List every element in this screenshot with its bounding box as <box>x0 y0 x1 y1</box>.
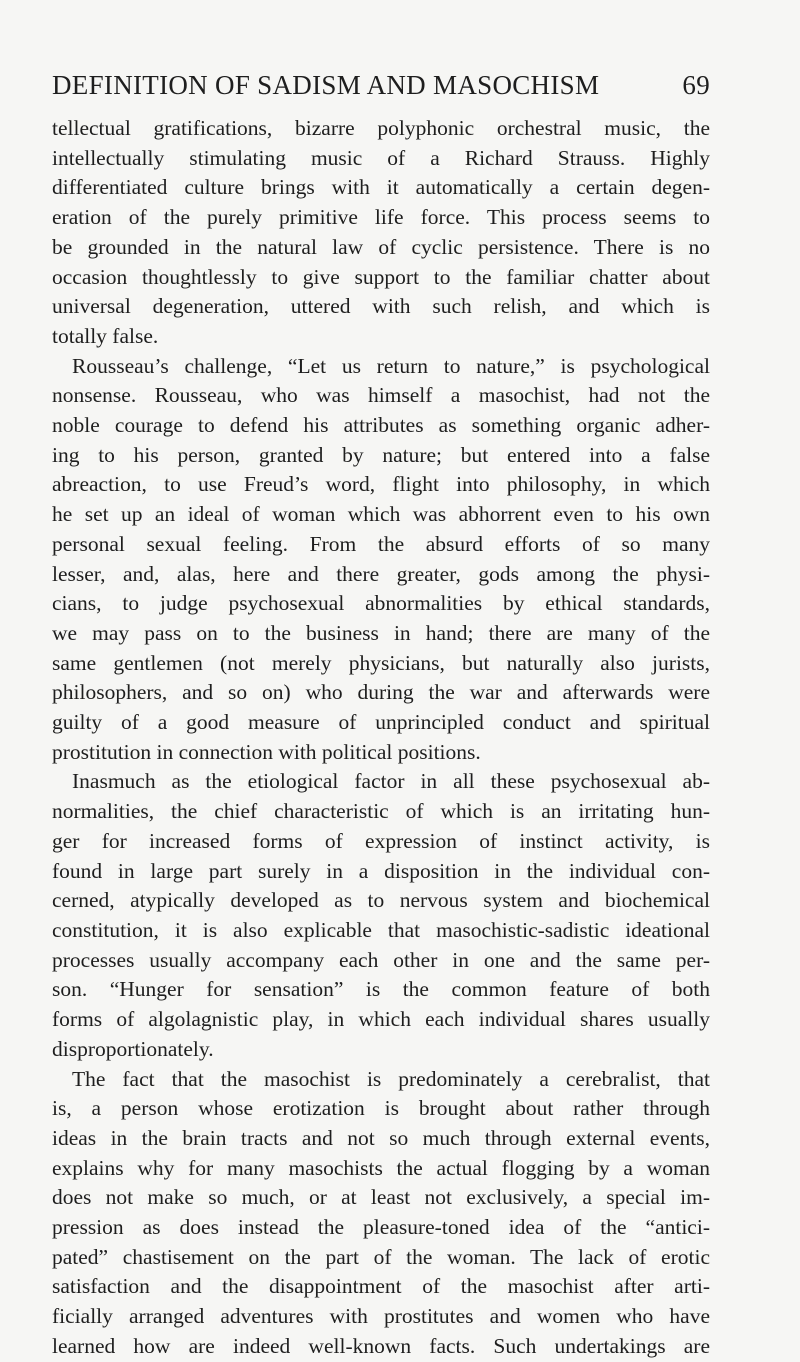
text-line: cerned, atypically developed as to nervous system and biochemical <box>52 888 710 913</box>
text-line: is, a person whose erotization is brought about rather through <box>52 1096 710 1121</box>
text-line: does not make so much, or at least not exclusively, a special im- <box>52 1185 710 1210</box>
text-line: The fact that the masochist is predominately a cerebralist, that <box>72 1066 710 1091</box>
text-line: he set up an ideal of woman which was abhorrent even to his own <box>52 502 710 527</box>
text-line: personal sexual feeling. From the absurd efforts of so many <box>52 531 710 556</box>
text-line: tellectual gratifications, bizarre polyphonic orchestral music, the <box>52 116 710 140</box>
text-line: totally false. <box>52 323 159 348</box>
text-line: occasion thoughtlessly to give support to the familiar chatter about <box>52 264 710 289</box>
text-line: intellectually stimulating music of a Richard Strauss. Highly <box>52 145 710 170</box>
text-line: forms of algolagnistic play, in which each individual shares usually <box>52 1007 710 1032</box>
text-line: Inasmuch as the etiological factor in all these psychosexual ab- <box>72 769 710 794</box>
text-line: cians, to judge psychosexual abnormalities by ethical standards, <box>52 591 710 616</box>
text-line: explains why for many masochists the actual flogging by a woman <box>52 1155 710 1180</box>
text-line: constitution, it is also explicable that masochistic-sadistic ideational <box>52 917 710 942</box>
paragraph <box>52 1065 710 1362</box>
text-line: ger for increased forms of expression of instinct activity, is <box>52 828 710 853</box>
text-line: eration of the purely primitive life force. This process seems to <box>52 205 710 230</box>
text-line: abreaction, to use Freud’s word, flight into philosophy, in which <box>52 472 710 497</box>
text-line: found in large part surely in a disposition in the individual con- <box>52 858 710 883</box>
text-line: lesser, and, alas, here and there greater, gods among the physi- <box>52 561 710 586</box>
text-line: satisfaction and the disappointment of the masochist after arti- <box>52 1274 710 1299</box>
text-line: prostitution in connection with political positions. <box>52 739 481 764</box>
text-line: be grounded in the natural law of cyclic persistence. There is no <box>52 234 710 259</box>
text-line: noble courage to defend his attributes as something organic adher- <box>52 413 710 438</box>
text-line: learned how are indeed well-known facts. Such undertakings are <box>52 1333 710 1358</box>
text-line: son. “Hunger for sensation” is the common feature of both <box>52 977 710 1002</box>
paragraph <box>52 114 710 352</box>
page-number: 69 <box>682 70 710 100</box>
text-line: same gentlemen (not merely physicians, but naturally also jurists, <box>52 650 710 675</box>
text-line: differentiated culture brings with it automatically a certain degen- <box>52 175 710 200</box>
paragraph <box>52 767 710 1064</box>
text-line: ficially arranged adventures with prostitutes and women who have <box>52 1304 710 1329</box>
chapter-title: DEFINITION OF SADISM AND MASOCHISM <box>52 70 600 100</box>
running-head <box>52 64 710 106</box>
body-text <box>52 114 710 1362</box>
text-line: universal degeneration, uttered with such relish, and which is <box>52 294 710 319</box>
text-line: philosophers, and so on) who during the war and afterwards were <box>52 680 710 705</box>
text-line: pression as does instead the pleasure-toned idea of the “antici- <box>52 1215 710 1240</box>
text-line: nonsense. Rousseau, who was himself a masochist, had not the <box>52 383 710 408</box>
text-line: disproportionately. <box>52 1036 214 1061</box>
book-page <box>52 64 710 1362</box>
text-line: pated” chastisement on the part of the woman. The lack of erotic <box>52 1244 710 1269</box>
text-line: ing to his person, granted by nature; but entered into a false <box>52 442 710 467</box>
text-line: processes usually accompany each other in one and the same per- <box>52 947 710 972</box>
text-line: we may pass on to the business in hand; there are many of the <box>52 620 710 645</box>
text-line: guilty of a good measure of unprincipled conduct and spiritual <box>52 710 710 735</box>
text-line: normalities, the chief characteristic of which is an irritating hun- <box>52 799 710 824</box>
text-line: Rousseau’s challenge, “Let us return to nature,” is psychological <box>72 353 710 378</box>
text-line: ideas in the brain tracts and not so much through external events, <box>52 1125 710 1150</box>
paragraph <box>52 352 710 768</box>
